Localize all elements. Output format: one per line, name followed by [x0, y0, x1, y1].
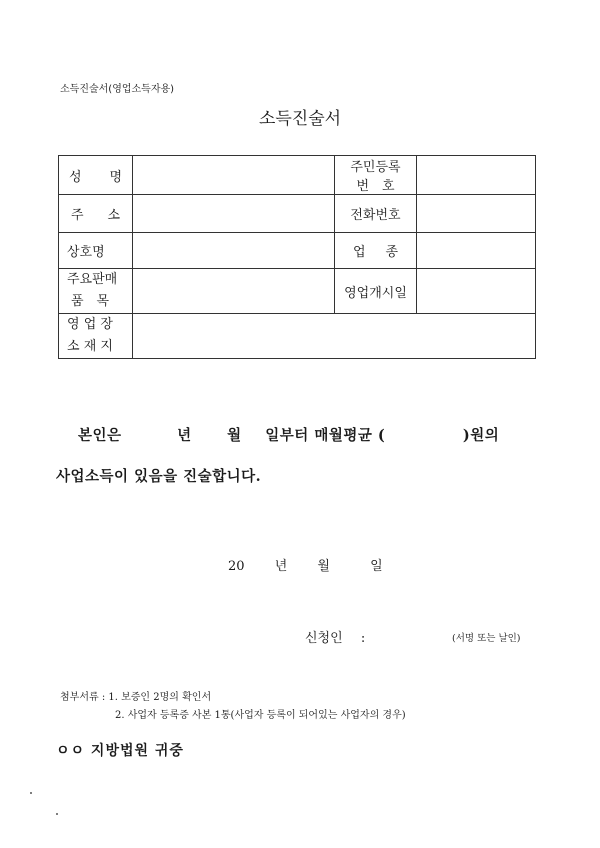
sign-note: (서명 또는 날인)	[452, 633, 521, 644]
business-name-label: 상호명	[67, 245, 105, 260]
date-line	[228, 555, 383, 574]
main-products-label-2: 품 목	[71, 294, 110, 309]
business-name-field[interactable]	[133, 233, 335, 269]
location-label-2: 소 재 지	[67, 339, 113, 354]
industry-label-cell	[335, 233, 417, 269]
applicant-label: 신청인	[305, 631, 343, 646]
attachments-heading: 첨부서류 :	[60, 692, 106, 703]
attachment-item-2: 2. 사업자 등록증 사본 1통(사업자 등록이 되어있는 사업자의 경우)	[115, 710, 406, 721]
applicant-colon: :	[360, 631, 366, 646]
start-date-field[interactable]	[417, 269, 536, 314]
scan-dot	[30, 792, 32, 794]
industry-label-1: 업	[353, 245, 366, 260]
start-date-label: 영업개시일	[344, 285, 407, 301]
address-label-cell	[59, 195, 133, 233]
form-type-label: 소득진술서(영업소득자용)	[60, 84, 175, 95]
statement-part3: )원의	[462, 427, 500, 444]
address-label-2: 소	[107, 208, 120, 223]
attachments	[60, 689, 406, 725]
address-label-1: 주	[71, 208, 84, 223]
statement-month: 월	[227, 427, 242, 444]
statement-part1: 본인은	[78, 427, 122, 444]
main-products-label-1: 주요판매	[67, 272, 118, 287]
address-field[interactable]	[133, 195, 335, 233]
resident-id-field[interactable]	[417, 156, 536, 195]
statement-year: 년	[177, 427, 192, 444]
main-products-label-cell	[59, 269, 133, 314]
attachment-item-1: 1. 보증인 2명의 확인서	[108, 692, 212, 703]
date-year: 년	[274, 559, 288, 574]
resident-id-label-2: 번 호	[356, 179, 395, 194]
date-prefix: 20	[228, 559, 245, 574]
applicant-line	[305, 627, 365, 646]
phone-field[interactable]	[417, 195, 536, 233]
phone-label: 전화번호	[350, 208, 401, 223]
scan-dot	[56, 813, 58, 815]
location-field[interactable]	[133, 314, 536, 359]
statement-line-2: 사업소득이 있음을 진술합니다.	[56, 468, 262, 485]
document-title: 소득진술서	[258, 109, 342, 129]
date-day: 일	[370, 559, 383, 574]
court-addressee: ㅇㅇ 지방법원 귀중	[56, 743, 184, 759]
main-products-field[interactable]	[133, 269, 335, 314]
resident-id-label-1: 주민등록	[350, 160, 401, 175]
date-month: 월	[317, 559, 330, 574]
name-label-2: 명	[109, 169, 122, 185]
info-table	[58, 155, 536, 359]
start-date-label-cell	[335, 269, 417, 314]
name-label-cell	[59, 156, 133, 195]
phone-label-cell	[335, 195, 417, 233]
statement-line-1	[60, 424, 499, 445]
location-label-1: 영 업 장	[67, 317, 113, 332]
business-name-label-cell	[59, 233, 133, 269]
name-field[interactable]	[133, 156, 335, 195]
industry-field[interactable]	[417, 233, 536, 269]
name-label-1: 성	[69, 169, 82, 185]
resident-id-label-cell	[335, 156, 417, 195]
statement-part2: 일부터 매월평균 (	[265, 427, 386, 444]
industry-label-2: 종	[385, 245, 398, 260]
location-label-cell	[59, 314, 133, 359]
